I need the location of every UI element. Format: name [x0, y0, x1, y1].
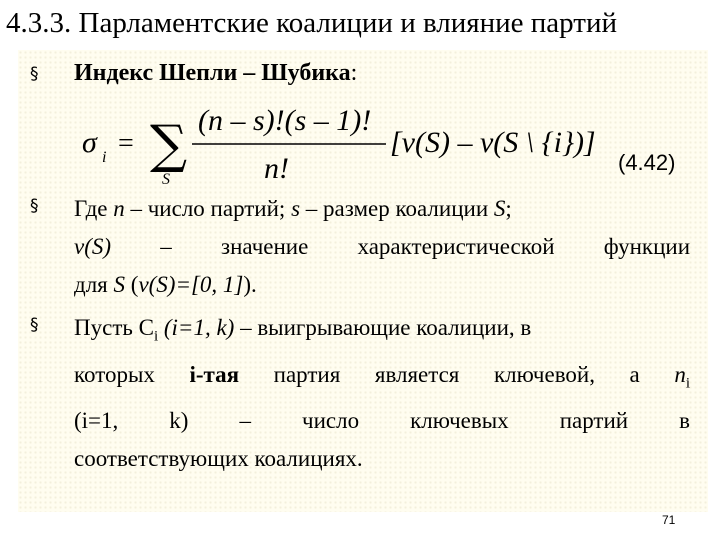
text-segment: партия является ключевой, а: [239, 361, 675, 387]
paragraph1-line2: [74, 228, 690, 266]
formula-equals: =: [118, 128, 134, 159]
winning-coalitions-paragraph: [74, 309, 690, 478]
text-segment: Пусть: [74, 315, 139, 340]
text-segment: для: [74, 272, 114, 297]
bullet-3: §: [30, 315, 39, 335]
paragraph1-line1: [74, 190, 690, 228]
formula-numerator: (n – s)!(s – 1)!: [198, 104, 372, 137]
variable-C: C: [138, 315, 154, 340]
definitions-paragraph: [74, 190, 690, 304]
text-segment: ;: [505, 196, 512, 221]
formula-sigma: σ: [82, 126, 97, 159]
paragraph2-line2: [74, 356, 690, 403]
formula-sum-subscript: S: [162, 171, 170, 188]
shapley-shubik-formula: [78, 94, 618, 190]
variable-s: s: [291, 196, 301, 221]
variable-n: n: [113, 196, 125, 221]
text-segment: которых: [74, 361, 190, 387]
text-segment: ).: [243, 272, 257, 297]
variable-S: S: [113, 272, 126, 297]
formula-bracket-expression: [v(S) – v(S \ {i})]: [390, 126, 596, 159]
page-number: 71: [662, 513, 676, 527]
bold-term: i-тая: [189, 361, 240, 387]
variable-n: n: [674, 361, 686, 387]
bullet-1: §: [30, 64, 39, 84]
text-segment: – значение характеристической функции: [111, 234, 690, 259]
variable-n-subscript: i: [685, 375, 690, 392]
formula-number: (4.42): [618, 150, 676, 175]
formula-sigma-subscript: i: [102, 149, 107, 166]
text-segment: – число партий;: [124, 196, 292, 221]
formula-sum-symbol: ∑: [150, 115, 188, 175]
text-segment: – выигрывающие коалиции, в: [234, 315, 532, 340]
index-range: (i=1, k): [158, 315, 235, 340]
paragraph2-line3: (i=1, k) – число ключевых партий в: [74, 408, 690, 434]
text-segment: Где: [74, 196, 114, 221]
paragraph2-line4: соответствующих коалициях.: [74, 446, 363, 472]
bullet-2: §: [30, 196, 39, 216]
heading-text: Индекс Шепли – Шубика: [74, 60, 351, 86]
heading-colon: :: [350, 60, 358, 86]
paragraph1-line3: [74, 266, 690, 304]
text-segment: – размер коалиции: [300, 196, 494, 221]
section-heading: [74, 60, 357, 87]
slide-title: 4.3.3. Парламентские коалиции и влияние партий: [6, 7, 617, 39]
function-range: v(S)=[0, 1]: [138, 272, 244, 297]
paragraph2-line1: [74, 309, 690, 356]
formula-denominator: n!: [264, 152, 289, 185]
function-vS: v(S): [74, 234, 112, 259]
variable-C-subscript: i: [153, 328, 159, 345]
variable-S: S: [493, 196, 506, 221]
text-segment: (: [125, 272, 139, 297]
